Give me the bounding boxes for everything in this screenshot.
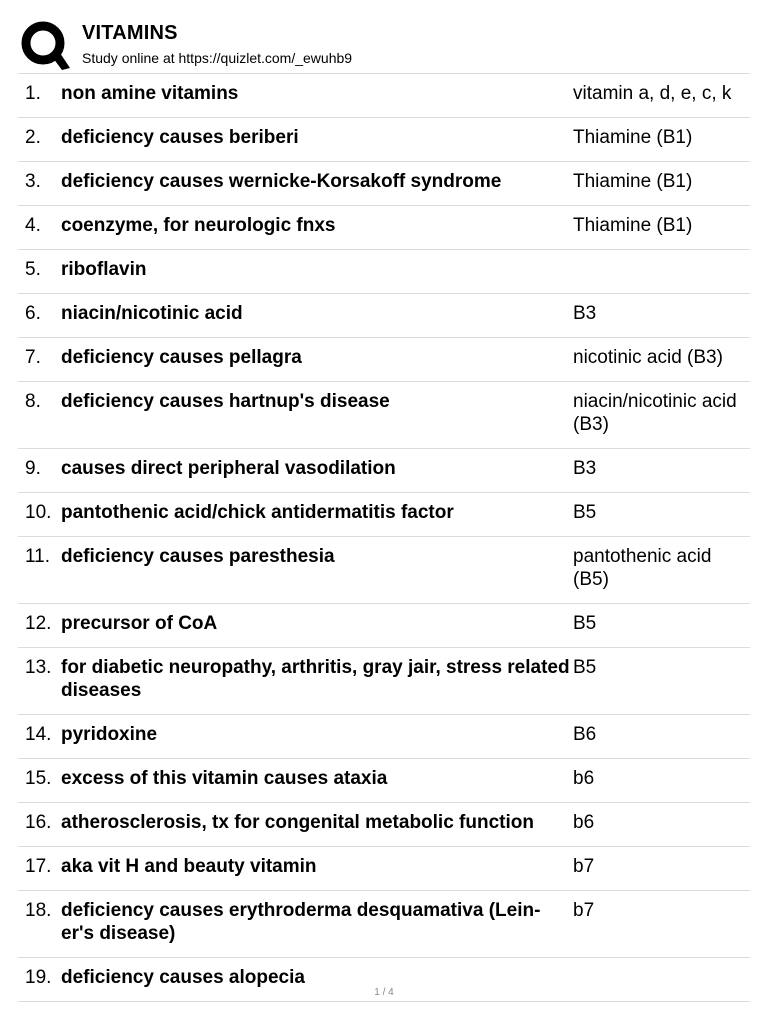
- card-definition: B5: [573, 613, 597, 634]
- card-number: 4.: [25, 215, 41, 236]
- card-definition: [573, 258, 750, 281]
- flashcard-row: [18, 118, 750, 162]
- card-definition: b7: [573, 900, 595, 921]
- card-number: 12.: [25, 613, 52, 634]
- card-definition: B5: [573, 502, 597, 523]
- card-definition: Thiamine (B1): [573, 215, 693, 236]
- card-number: 8.: [25, 391, 41, 412]
- card-number: 1.: [25, 83, 41, 104]
- card-number: 11.: [25, 546, 51, 567]
- page-header: [20, 20, 750, 74]
- card-number: 19.: [25, 967, 52, 988]
- card-number: 10.: [25, 502, 52, 523]
- card-definition: B3: [573, 303, 597, 324]
- flashcard-row: [18, 759, 750, 803]
- page-number: 1 / 4: [374, 987, 394, 998]
- flashcard-row: [18, 74, 750, 118]
- card-term: precursor of CoA: [61, 613, 218, 634]
- card-definition: b7: [573, 856, 595, 877]
- card-number: 5.: [25, 259, 41, 280]
- flashcard-row: [18, 891, 750, 958]
- card-number: 7.: [25, 347, 41, 368]
- flashcard-row: [18, 449, 750, 493]
- flashcard-row: [18, 604, 750, 648]
- flashcard-row: [18, 847, 750, 891]
- card-definition: B5: [573, 657, 597, 678]
- card-definition: niacin/nicotinic acid (B3): [573, 391, 737, 435]
- flashcard-row: [18, 648, 750, 715]
- card-term: for diabetic neuropathy, arthritis, gray jair, stress related diseases: [61, 657, 570, 701]
- card-number: 13.: [25, 657, 52, 678]
- flashcard-row: [18, 382, 750, 449]
- card-term: riboflavin: [61, 259, 147, 280]
- card-term: causes direct peripheral vasodilation: [61, 458, 396, 479]
- card-term: deficiency causes beriberi: [61, 127, 299, 148]
- study-link-text: Study online at https://quizlet.com/_ewuhb9: [82, 50, 353, 66]
- card-term: deficiency causes hartnup's disease: [61, 391, 390, 412]
- card-number: 14.: [25, 724, 52, 745]
- flashcard-row: [18, 206, 750, 250]
- flashcard-row: [18, 715, 750, 759]
- card-term: deficiency causes alopecia: [61, 967, 305, 988]
- card-term: niacin/nicotinic acid: [61, 303, 243, 324]
- card-term: excess of this vitamin causes ataxia: [61, 768, 388, 789]
- card-number: 18.: [25, 900, 52, 921]
- card-term: pantothenic acid/chick antidermatitis factor: [61, 502, 454, 523]
- card-definition: nicotinic acid (B3): [573, 347, 723, 368]
- card-term: coenzyme, for neurologic fnxs: [61, 215, 336, 236]
- card-definition: vitamin a, d, e, c, k: [573, 83, 732, 104]
- card-term: deficiency causes wernicke-Korsakoff syndrome: [61, 171, 502, 192]
- card-number: 16.: [25, 812, 52, 833]
- flashcard-row: [18, 338, 750, 382]
- card-definition: pantothenic acid (B5): [573, 546, 712, 590]
- flashcard-row: [18, 803, 750, 847]
- card-term: non amine vitamins: [61, 83, 239, 104]
- card-term: deficiency causes erythroderma desquamativa (Lein-er's disease): [61, 900, 541, 944]
- card-number: 2.: [25, 127, 41, 148]
- card-number: 3.: [25, 171, 41, 192]
- flashcard-row: [18, 250, 750, 294]
- card-definition: b6: [573, 768, 595, 789]
- card-term: aka vit H and beauty vitamin: [61, 856, 317, 877]
- flashcard-row: [18, 493, 750, 537]
- page-title: VITAMINS: [82, 22, 178, 44]
- card-number: 17.: [25, 856, 52, 877]
- card-number: 15.: [25, 768, 52, 789]
- flashcard-row: [18, 537, 750, 604]
- flashcard-row: [18, 294, 750, 338]
- quizlet-logo-icon: [20, 20, 70, 70]
- card-term: atherosclerosis, tx for congenital metabolic function: [61, 812, 534, 833]
- card-number: 9.: [25, 458, 41, 479]
- card-definition: b6: [573, 812, 595, 833]
- card-definition: B6: [573, 724, 597, 745]
- card-definition: Thiamine (B1): [573, 127, 693, 148]
- card-term: deficiency causes paresthesia: [61, 546, 335, 567]
- card-term: deficiency causes pellagra: [61, 347, 302, 368]
- card-number: 6.: [25, 303, 41, 324]
- flashcard-row: [18, 162, 750, 206]
- card-term: pyridoxine: [61, 724, 158, 745]
- card-definition: B3: [573, 458, 597, 479]
- flashcard-list: [18, 73, 750, 1002]
- card-definition: [573, 966, 750, 989]
- card-definition: Thiamine (B1): [573, 171, 693, 192]
